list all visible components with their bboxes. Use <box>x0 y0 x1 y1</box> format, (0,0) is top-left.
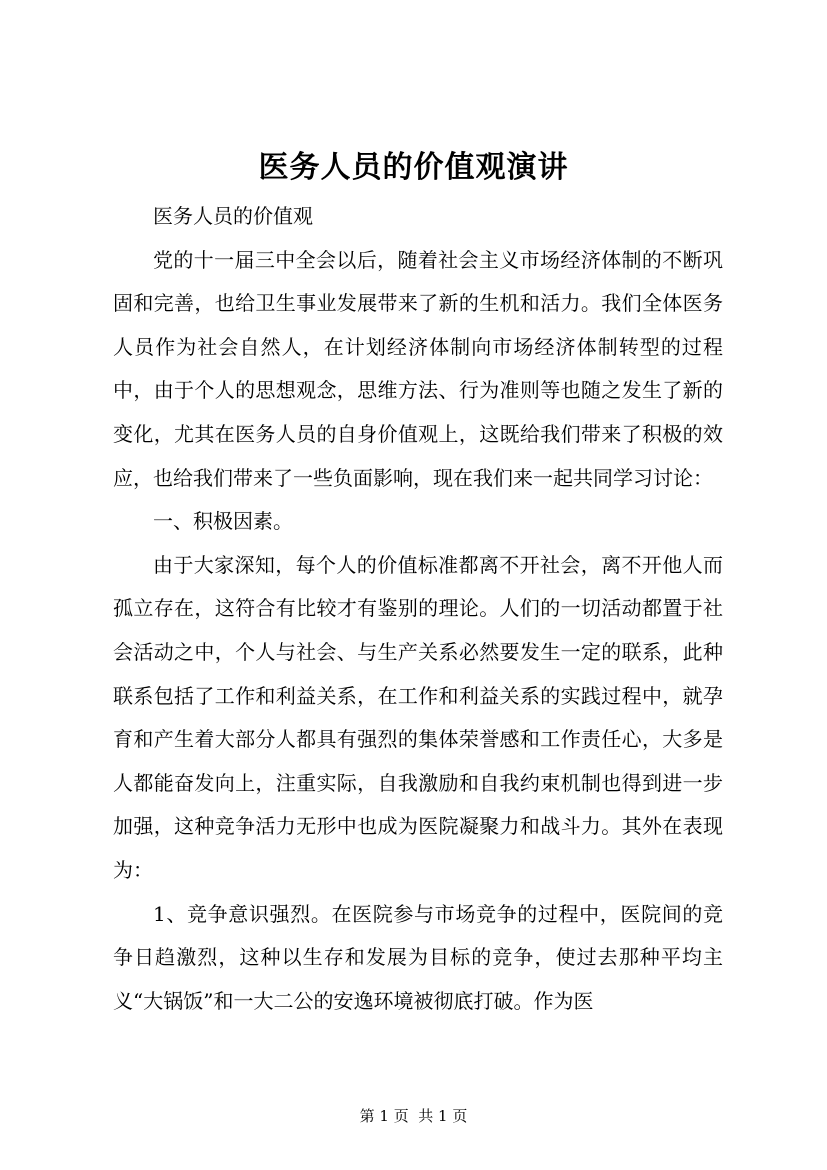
paragraph-subtitle: 医务人员的价值观 <box>153 204 313 228</box>
page-number-label: 第 1 页 共 1 页 <box>359 1107 468 1125</box>
paragraph-competition: 1、竞争意识强烈。在医院参与市场竞争的过程中，医院间的竞争日趋激烈，这种以生存和发展为目标的竞争，使过去那种平均主义“大锅饭”和一大二公的安逸环境被彻底打破。作为医 <box>113 901 723 1013</box>
page-footer <box>0 1105 827 1127</box>
paragraph-section-heading: 一、积极因素。 <box>153 509 293 534</box>
document-body <box>113 195 723 1023</box>
paragraph-positive-factors: 由于大家深知，每个人的价值标准都离不开社会，离不开他人而孤立存在，这符合有比较才有鉴别的理论。人们的一切活动都置于社会活动之中，个人与社会、与生产关系必然要发生一定的联系，此种联系包括了工作和利益关系，在工作和利益关系的实践过程中，就孕育和产生着大部分人都具有强烈的集体荣誉感和工作责任心，大多是人都能奋发向上，注重实际，自我激励和自我约束机制也得到进一步加强，这种竞争活力无形中也成为医院凝聚力和战斗力。其外在表现为： <box>113 552 723 882</box>
paragraph-intro: 党的十一届三中全会以后，随着社会主义市场经济体制的不断巩固和完善，也给卫生事业发展带来了新的生机和活力。我们全体医务人员作为社会自然人，在计划经济体制向市场经济体制转型的过程中，由于个人的思想观念，思维方法、行为准则等也随之发生了新的变化，尤其在医务人员的自身价值观上，这既给我们带来了积极的效应，也给我们带来了一些负面影响，现在我们来一起共同学习讨论： <box>113 247 723 490</box>
document-title: 医务人员的价值观演讲 <box>258 150 569 185</box>
